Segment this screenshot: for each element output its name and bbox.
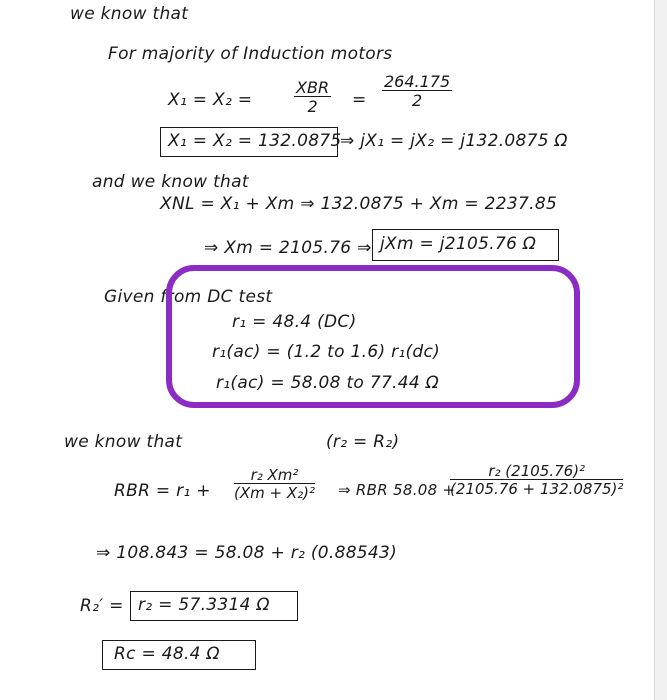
line-r1-ac-range: r₁(ac) = 58.08 to 77.44 Ω xyxy=(216,373,439,393)
fraction-r2xm2 xyxy=(234,468,315,501)
line-r2-boxed: r₂ = 57.3314 Ω xyxy=(138,595,270,615)
line-x1-x2-boxed: X₁ = X₂ = 132.0875 xyxy=(168,131,342,151)
page-edge xyxy=(654,0,667,700)
line-given-dc-test: Given from DC test xyxy=(104,287,273,307)
line-jxm-boxed: jXm = j2105.76 Ω xyxy=(380,234,537,254)
line-xm-result: ⇒ Xm = 2105.76 ⇒ xyxy=(204,238,372,258)
fraction-denominator: 2 xyxy=(307,97,318,116)
line-r1-dc: r₁ = 48.4 (DC) xyxy=(232,312,357,332)
line-we-know-that-2: we know that xyxy=(64,432,183,452)
fraction-xbr-over-2 xyxy=(294,80,331,115)
fraction-numerator: r₂ Xm² xyxy=(234,468,315,484)
line-jx1-jx2: ⇒ jX₁ = jX₂ = j132.0875 Ω xyxy=(340,131,568,151)
equals-sign: = xyxy=(352,90,367,110)
line-rbr-formula-left: RBR = r₁ + xyxy=(114,481,211,501)
line-r2-prime: R₂′ = xyxy=(80,596,124,616)
fraction-denominator: (2105.76 + 132.0875)² xyxy=(450,480,624,498)
fraction-numerator: 264.175 xyxy=(384,72,451,91)
line-r2-equals-R2: (r₂ = R₂) xyxy=(326,432,400,452)
line-rbr-substituted: ⇒ RBR 58.08 + xyxy=(338,481,456,499)
line-x1-x2-left: X₁ = X₂ = xyxy=(168,90,253,110)
fraction-numerator: XBR xyxy=(296,78,330,97)
line-and-we-know-that: and we know that xyxy=(92,172,249,192)
fraction-numerator: r₂ (2105.76)² xyxy=(450,464,623,480)
line-108-equation: ⇒ 108.843 = 58.08 + r₂ (0.88543) xyxy=(96,543,398,563)
line-we-know-that: we know that xyxy=(70,4,189,24)
line-rc-boxed: Rc = 48.4 Ω xyxy=(114,644,220,664)
fraction-denominator: (Xm + X₂)² xyxy=(234,484,315,502)
line-induction-motors: For majority of Induction motors xyxy=(108,44,393,64)
fraction-denominator: 2 xyxy=(411,91,423,110)
line-r1-ac-ratio: r₁(ac) = (1.2 to 1.6) r₁(dc) xyxy=(212,342,441,362)
fraction-numeric xyxy=(450,464,623,497)
fraction-264-over-2 xyxy=(382,74,452,109)
line-xnl-equation: XNL = X₁ + Xm ⇒ 132.0875 + Xm = 2237.85 xyxy=(160,194,558,214)
